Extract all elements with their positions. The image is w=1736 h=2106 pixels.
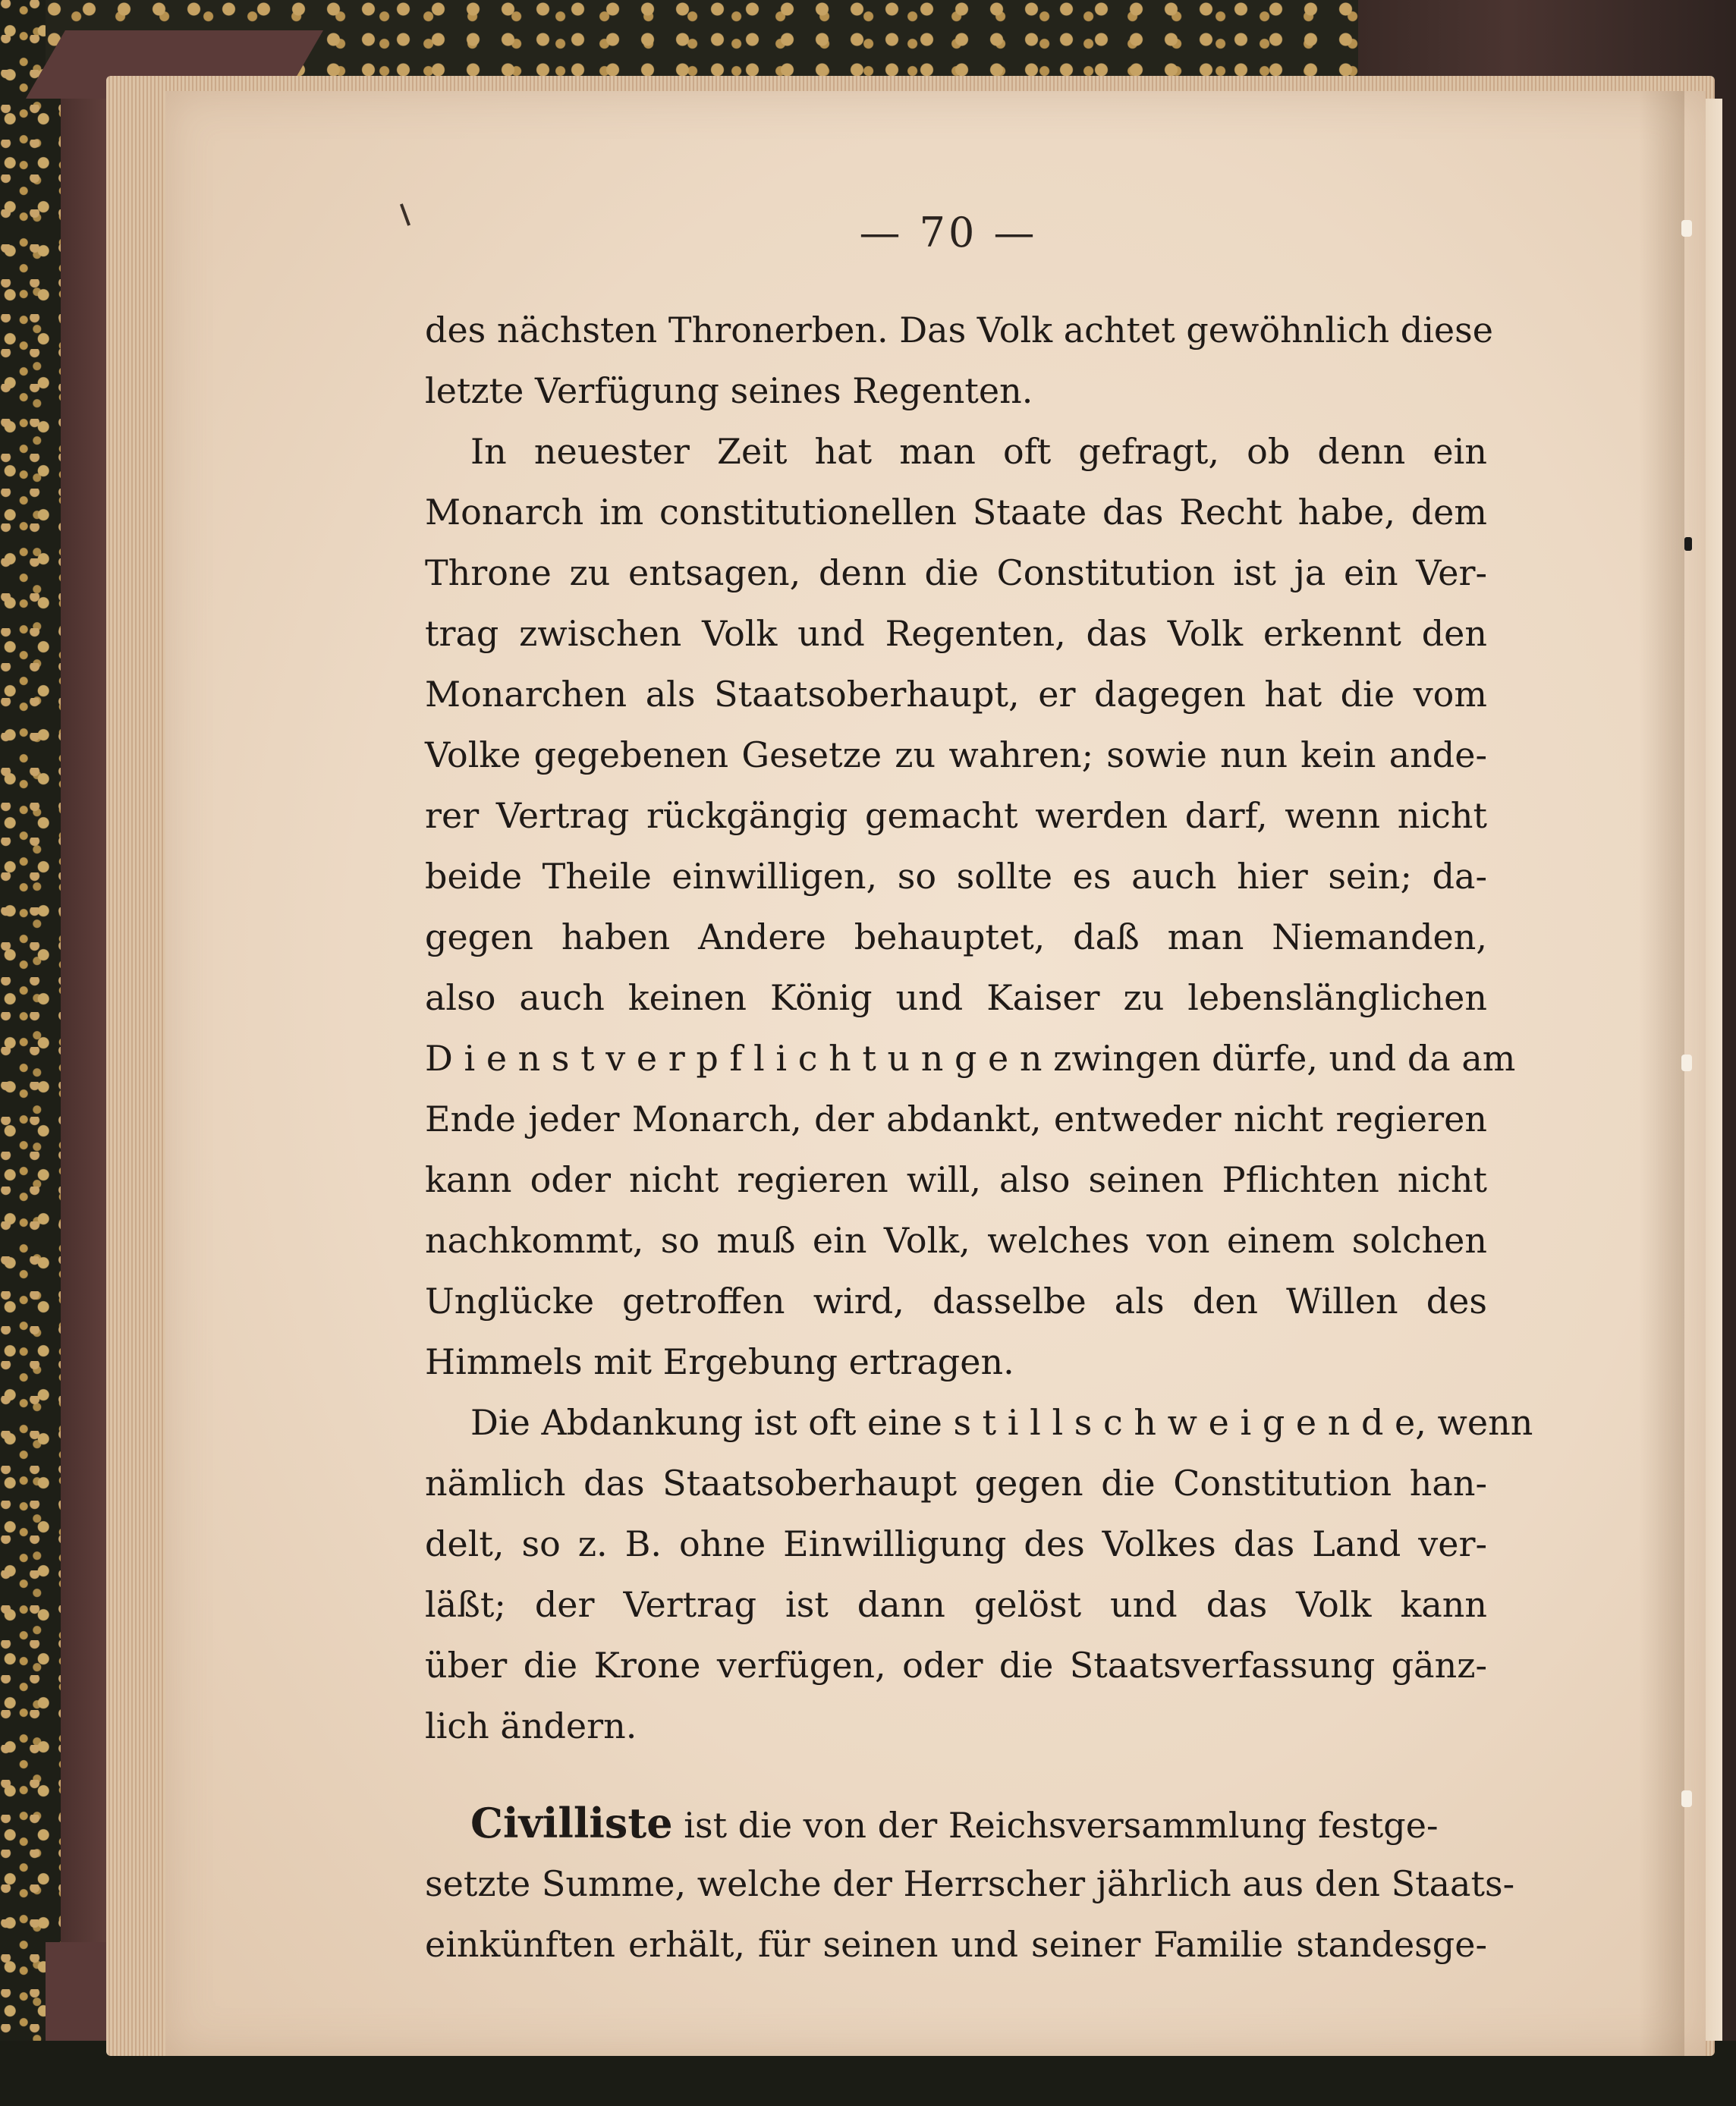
page-number: — 70 — (859, 209, 1038, 256)
entry-first-line (425, 1793, 1487, 1853)
text-line: Unglücke getroffen wird, dasselbe als den Willen des (425, 1281, 1487, 1322)
text-line: trag zwischen Volk und Regenten, das Volk erkennt den (425, 613, 1487, 654)
text-line: läßt; der Vertrag ist dann gelöst und das Volk kann (425, 1584, 1487, 1625)
text-line: Volke gegebenen Gesetze zu wahren; sowie nun kein ande- (425, 734, 1487, 775)
text-line: einkünften erhält, für seinen und seiner Familie standesge- (425, 1924, 1487, 1965)
text-line: lich ändern. (425, 1705, 637, 1746)
text-line: rer Vertrag rückgängig gemacht werden darf, wenn nicht (425, 795, 1487, 836)
section-gap (425, 1756, 1487, 1793)
text-line: Monarchen als Staatsoberhaupt, er dagegen hat die vom (425, 674, 1487, 715)
entry-text: ist die von der Reichsversammlung festge- (672, 1805, 1439, 1846)
entry-keyword: Civilliste (470, 1799, 673, 1847)
text-line: nämlich das Staatsoberhaupt gegen die Constitution han- (425, 1463, 1487, 1504)
text-line: also auch keinen König und Kaiser zu lebenslänglichen (425, 977, 1487, 1018)
text-line: beide Theile einwilligen, so sollte es auch hier sein; da- (425, 856, 1487, 897)
gutter-shadow (1639, 91, 1684, 2056)
text-line: Monarch im constitutionellen Staate das Recht habe, dem (425, 492, 1487, 533)
text-line: D i e n s t v e r p f l i c h t u n g e n zwingen dürfe, und da am (425, 1038, 1516, 1079)
binding-thread (1681, 1790, 1692, 1807)
text-line: setzte Summe, welche der Herrscher jährlich aus den Staats- (425, 1863, 1515, 1904)
text-line: nachkommt, so muß ein Volk, welches von einem solchen (425, 1220, 1487, 1261)
text-line: Throne zu entsagen, denn die Constitution ist ja ein Ver- (425, 552, 1487, 593)
text-line: über die Krone verfügen, oder die Staatsverfassung gänz- (425, 1645, 1487, 1686)
text-line: Ende jeder Monarch, der abdankt, entweder nicht regieren (425, 1099, 1487, 1139)
text-line: gegen haben Andere behauptet, daß man Niemanden, (425, 916, 1487, 957)
binding-thread (1681, 220, 1692, 237)
text-line: In neuester Zeit hat man oft gefragt, ob denn ein (470, 431, 1487, 472)
text-line: delt, so z. B. ohne Einwilligung des Volkes das Land ver- (425, 1523, 1487, 1564)
text-line: Die Abdankung ist oft eine s t i l l s c h w e i g e n d e, wenn (470, 1402, 1533, 1443)
text-line: kann oder nicht regieren will, also seinen Pflichten nicht (425, 1159, 1487, 1200)
text-line: des nächsten Thronerben. Das Volk achtet gewöhnlich diese (425, 310, 1493, 350)
page-text (425, 300, 1533, 1975)
text-line: Himmels mit Ergebung ertragen. (425, 1341, 1014, 1382)
binding-mark (1684, 537, 1692, 551)
text-line: letzte Verfügung seines Regenten. (425, 370, 1033, 411)
binding-thread (1681, 1055, 1692, 1071)
